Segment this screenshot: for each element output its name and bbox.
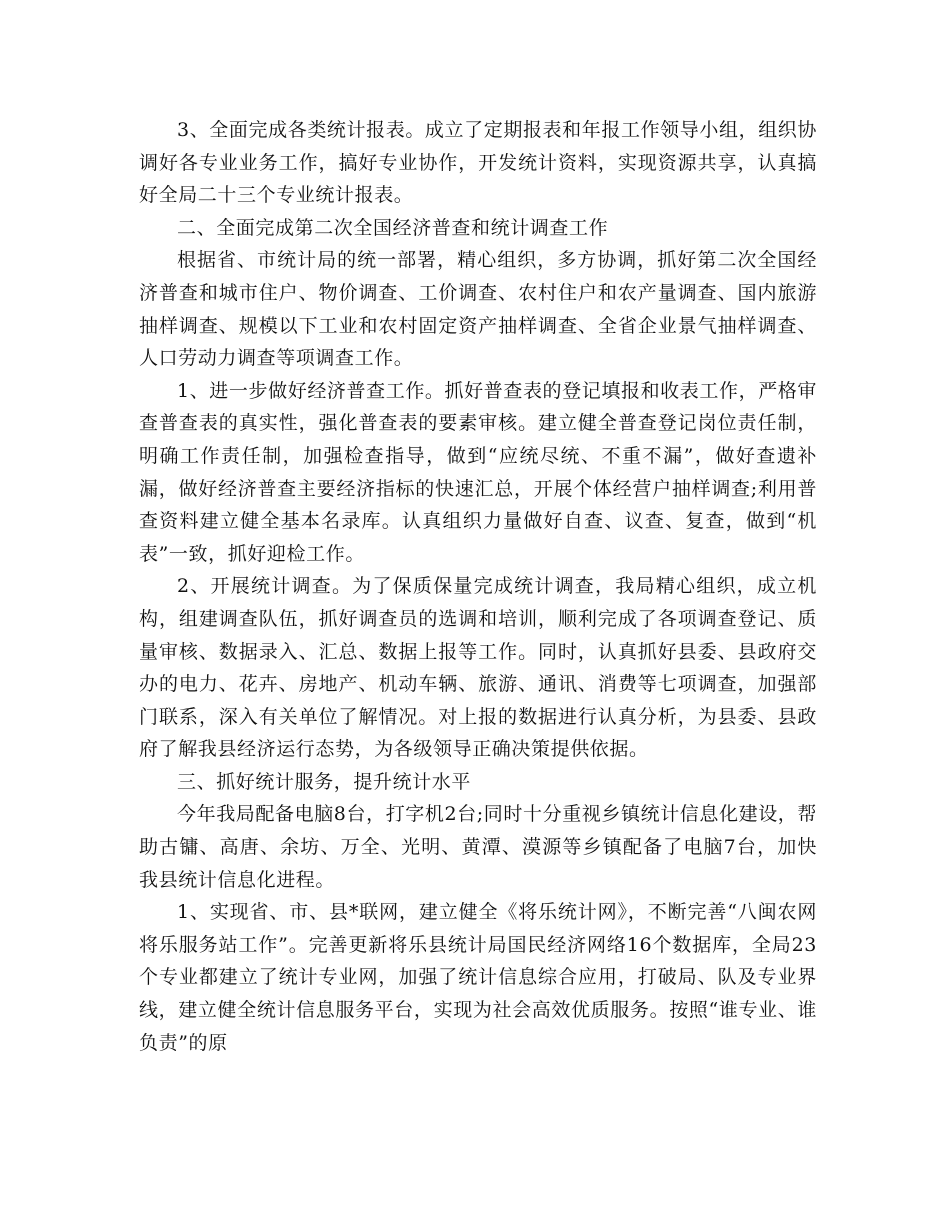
paragraph-networking: 1、实现省、市、县*联网，建立健全《将乐统计网》，不断完善“八闽农网将乐服务站工作”。完善更新将乐县统计局国民经济网络16个数据库，全局23个专业都建立了统计专业网，加强了统计信息综合应用，打破局、队及专业界线，建立健全统计信息服务平台，实现为社会高效优质服务。按照“谁专业、谁负责”的原 (139, 901, 817, 1054)
paragraph-statistical-reports: 3、全面完成各类统计报表。成立了定期报表和年报工作领导小组，组织协调好各专业业务工作，搞好专业协作，开发统计资料，实现资源共享，认真搞好全局二十三个专业统计报表。 (139, 119, 817, 207)
heading-statistical-services: 三、抓好统计服务，提升统计水平 (177, 770, 472, 793)
heading-census-and-surveys: 二、全面完成第二次全国经济普查和统计调查工作 (177, 216, 609, 239)
paragraph-survey-deployment: 根据省、市统计局的统一部署，精心组织，多方协调，抓好第二次全国经济普查和城市住户、物价调查、工价调查、农村住户和农产量调查、国内旅游抽样调查、规模以下工业和农村固定资产抽样调查、全省企业景气抽样调查、人口劳动力调查等项调查工作。 (139, 249, 817, 370)
paragraph-equipment: 今年我局配备电脑8台，打字机2台;同时十分重视乡镇统计信息化建设，帮助古镛、高唐、余坊、万全、光明、黄潭、漠源等乡镇配备了电脑7台，加快我县统计信息化进程。 (139, 803, 817, 891)
paragraph-statistical-surveys: 2、开展统计调查。为了保质保量完成统计调查，我局精心组织，成立机构，组建调查队伍，抓好调查员的选调和培训，顺利完成了各项调查登记、质量审核、数据录入、汇总、数据上报等工作。同时，认真抓好县委、县政府交办的电力、花卉、房地产、机动车辆、旅游、通讯、消费等七项调查，加强部门联系，深入有关单位了解情况。对上报的数据进行认真分析，为县委、县政府了解我县经济运行态势，为各级领导正确决策提供依据。 (139, 575, 817, 761)
document-body (139, 114, 817, 1059)
paragraph-economic-census: 1、进一步做好经济普查工作。抓好普查表的登记填报和收表工作，严格审查普查表的真实性，强化普查表的要素审核。建立健全普查登记岗位责任制，明确工作责任制，加强检查指导，做到“应统尽统、不重不漏”，做好查遗补漏，做好经济普查主要经济指标的快速汇总，开展个体经营户抽样调查;利用普查资料建立健全基本名录库。认真组织力量做好自查、议查、复查，做到“机表”一致，抓好迎检工作。 (139, 379, 817, 565)
